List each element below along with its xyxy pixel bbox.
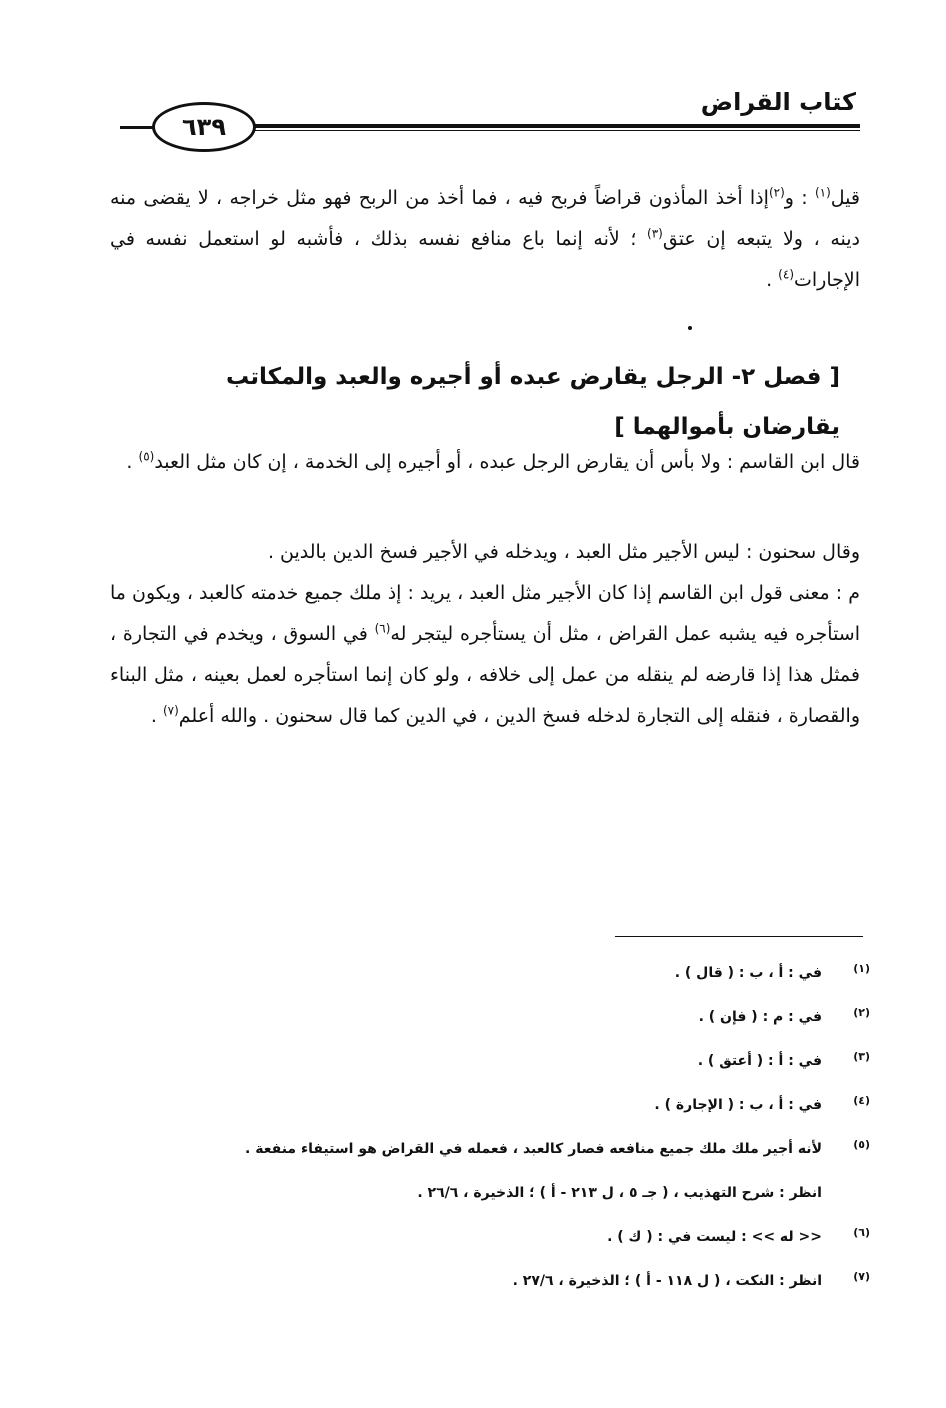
paragraph-4-text: [110, 573, 860, 737]
paragraph-3: [110, 532, 860, 573]
text-run: في السوق ، ويخدم في التجارة ، فمثل هذا إذا قارضه لم ينقله من عمل إلى خلافه ، ولو كان إنما استأجره لعمل بعينه ، مثل البناء والقصارة ، فنقله إلى التجارة لدخله فسخ الدين ، في الدين كما قال سحنون . والله أعلم: [110, 623, 860, 727]
footnote-ref: (٢): [768, 185, 785, 200]
footnote-text: << له >> : ليست في : ( ك ) .: [607, 1229, 822, 1245]
footnote-3: [250, 1046, 870, 1090]
footnotes: [245, 958, 870, 1310]
paragraph-2: [110, 442, 860, 483]
stray-dot: [688, 326, 692, 330]
footnote-number: (٦): [853, 1226, 870, 1239]
text-run: قيل: [830, 187, 860, 209]
footnote-1: [250, 958, 870, 1002]
footnote-separator: [615, 936, 863, 937]
footnote-text: لأنه أجير ملك ملك جميع منافعه فصار كالعبد ، فعمله في القراض هو استيفاء منفعة .: [245, 1141, 822, 1157]
footnote-4: [250, 1090, 870, 1134]
footnote-text: في : أ : ( أعتق ) .: [697, 1053, 822, 1069]
footnote-ref: (٣): [647, 226, 663, 241]
paragraph-2-text: [110, 442, 860, 483]
footnote-number: (٤): [853, 1094, 870, 1107]
text-run: م : معنى قول ابن القاسم إذا كان الأجير مثل العبد ، يريد : إذ ملك جميع خدمته كالعبد ، ويكون ما استأجره فيه يشبه عمل القراض ، مثل أن يستأجره ليتجر له: [110, 582, 860, 645]
footnote-6: [250, 1222, 870, 1266]
paragraph-4: [110, 573, 860, 737]
page-number: ٦٣٩: [152, 102, 256, 152]
footnote-number: (٢): [853, 1006, 870, 1019]
text-run: ؛ لأنه إنما باع منافع نفسه بذلك ، فأشبه لو استعمل نفسه في الإجارات: [110, 228, 860, 291]
paragraph-1-text: [110, 178, 860, 301]
footnote-number: (٥): [853, 1138, 870, 1151]
page-header: [120, 80, 860, 160]
paragraph-3-text: وقال سحنون : ليس الأجير مثل العبد ، ويدخله في الأجير فسخ الدين بالدين .: [267, 541, 860, 563]
footnote-2: [250, 1002, 870, 1046]
text-run: .: [766, 269, 779, 291]
text-run: : و: [784, 187, 815, 209]
header-rule-thin: [220, 130, 860, 131]
footnote-number: (٣): [853, 1050, 870, 1063]
text-run: .: [126, 451, 139, 473]
text-run: قال ابن القاسم : ولا بأس أن يقارض الرجل عبده ، أو أجيره إلى الخدمة ، إن كان مثل العبد: [154, 451, 860, 473]
footnote-7: [250, 1266, 870, 1310]
header-rule-thick: [220, 124, 860, 128]
footnote-ref: (٥): [138, 449, 155, 464]
footnote-ref: (٧): [162, 703, 179, 718]
text-run: .: [150, 705, 163, 727]
footnote-text: انظر : شرح التهذيب ، ( جـ ٥ ، ل ٢١٣ - أ ) ؛ الذخيرة ، ٢٦/٦ .: [417, 1185, 822, 1201]
footnote-ref: (٤): [778, 267, 794, 282]
footnote-ref: (١): [814, 185, 831, 200]
text-run: إذا أخذ المأذون قراضاً فربح فيه ، فما أخذ من الربح فهو مثل خراجه ، لا يقضى منه دينه ، ولا يتبعه إن عتق: [110, 187, 860, 250]
footnote-text: انظر : النكت ، ( ل ١١٨ - أ ) ؛ الذخيرة ، ٢٧/٦ .: [512, 1273, 822, 1289]
section-heading: [ فصل ٢- الرجل يقارض عبده أو أجيره والعبد والمكاتب يقارضان بأموالهما ]: [226, 364, 840, 440]
footnote-text: في : م : ( فإن ) .: [698, 1009, 822, 1025]
footnote-text: في : أ ، ب : ( قال ) .: [674, 965, 822, 981]
paragraph-1: [110, 178, 860, 301]
footnote-text: في : أ ، ب : ( الإجارة ) .: [654, 1097, 822, 1113]
footnote-number: (١): [853, 962, 870, 975]
footnote-5: [245, 1134, 870, 1178]
book-title: كتاب القراض: [700, 88, 856, 116]
footnote-number: (٧): [853, 1270, 870, 1283]
footnote-ref: (٦): [374, 621, 391, 636]
footnote-5-continuation: [250, 1178, 870, 1222]
